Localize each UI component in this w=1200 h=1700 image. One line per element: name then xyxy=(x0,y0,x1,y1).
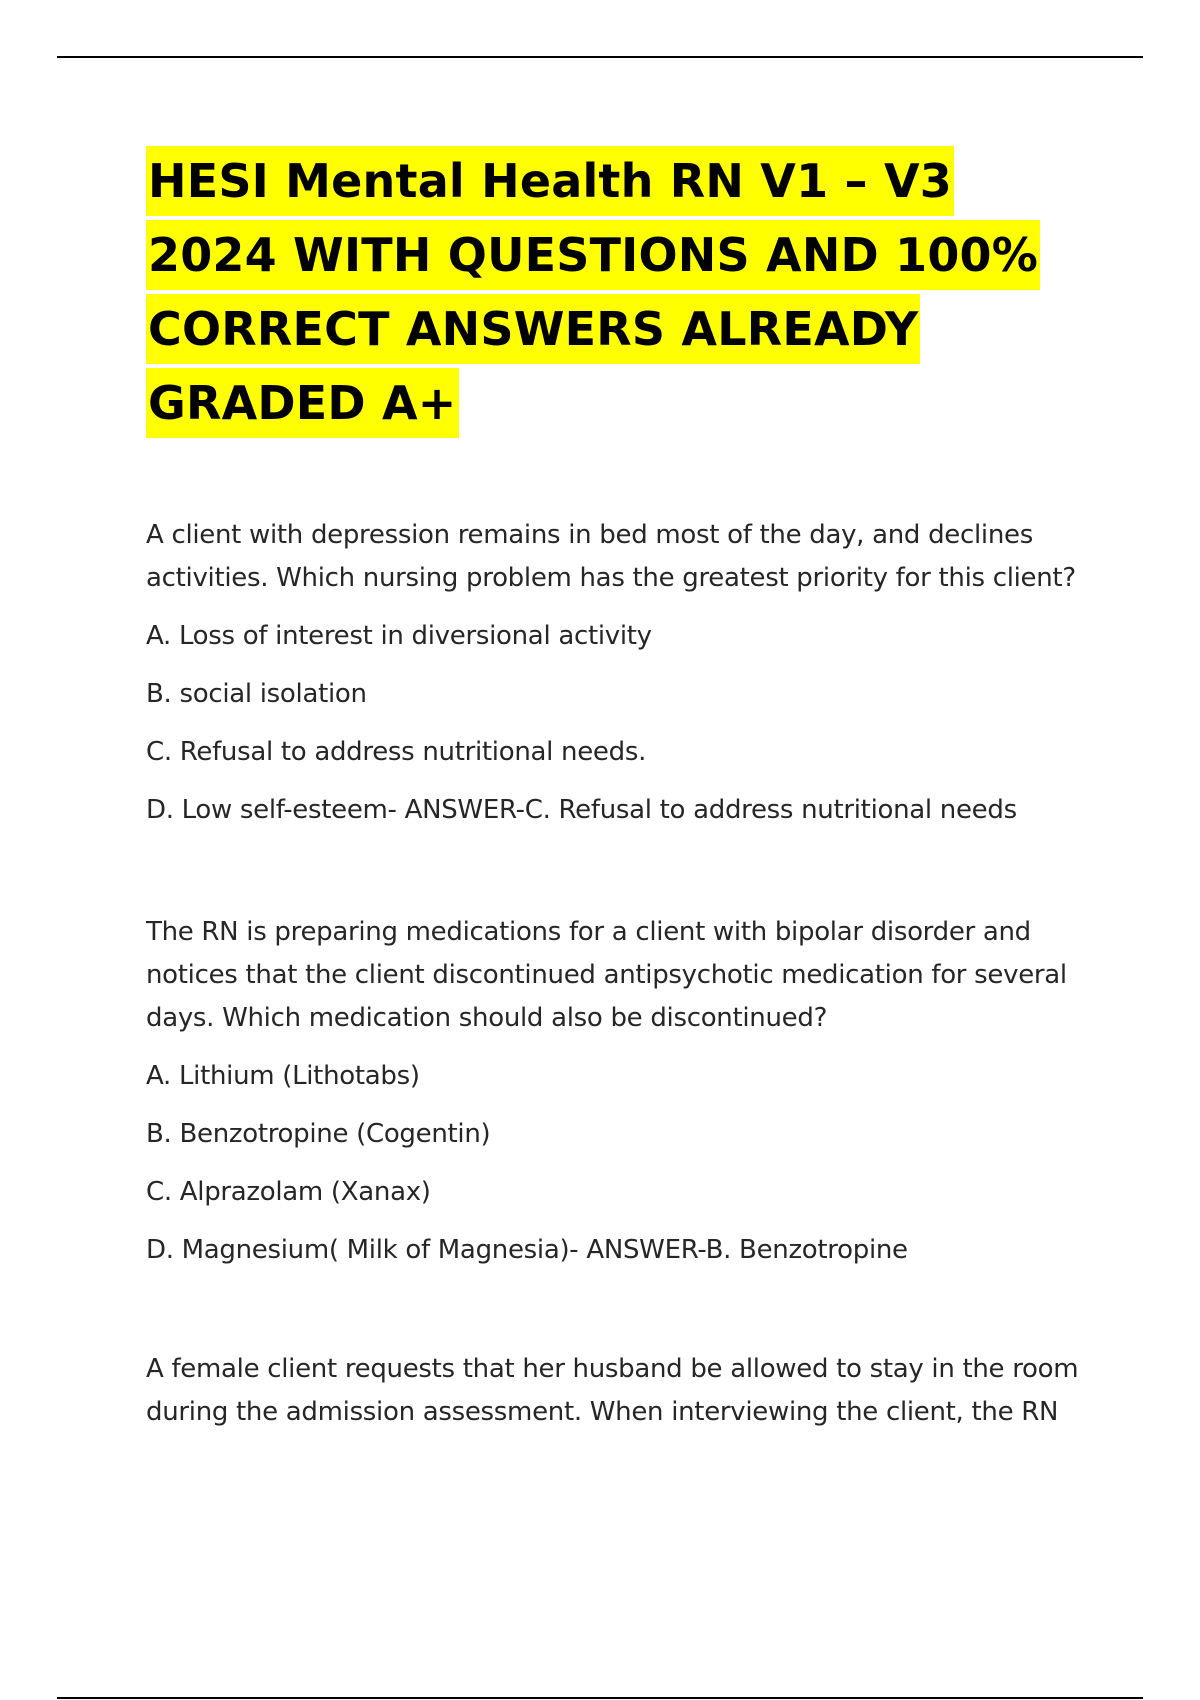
title-line: CORRECT ANSWERS ALREADY xyxy=(146,294,1106,368)
title-line: GRADED A+ xyxy=(146,368,1106,442)
question-text: The RN is preparing medications for a client with bipolar disorder and notices that the client discontinued antipsychotic medication for several days. Which medication should also be discontinued? xyxy=(146,917,1067,1033)
title-line: 2024 WITH QUESTIONS AND 100% xyxy=(146,220,1106,294)
top-rule xyxy=(57,56,1143,58)
question-text: A client with depression remains in bed most of the day, and declines activities. Which nursing problem has the greatest priority for this client? xyxy=(146,520,1076,593)
document-title xyxy=(146,146,1106,442)
answer-option-a: A. Lithium (Lithotabs) xyxy=(146,1061,420,1091)
question-block-2 xyxy=(146,911,1106,1287)
bottom-rule xyxy=(57,1697,1143,1699)
question-text: A female client requests that her husband be allowed to stay in the room during the admission assessment. When interviewing the client, the RN xyxy=(146,1354,1079,1427)
question-block-3 xyxy=(146,1348,1106,1449)
answer-option-b: B. Benzotropine (Cogentin) xyxy=(146,1119,491,1149)
answer-option-c: C. Refusal to address nutritional needs. xyxy=(146,737,647,767)
answer-option-d: D. Low self-esteem- ANSWER-C. Refusal to address nutritional needs xyxy=(146,795,1017,825)
question-block-1 xyxy=(146,514,1106,847)
title-line: HESI Mental Health RN V1 – V3 xyxy=(146,146,1106,220)
answer-option-b: B. social isolation xyxy=(146,679,367,709)
answer-option-d: D. Magnesium( Milk of Magnesia)- ANSWER-B. Benzotropine xyxy=(146,1235,908,1265)
answer-option-c: C. Alprazolam (Xanax) xyxy=(146,1177,431,1207)
answer-option-a: A. Loss of interest in diversional activity xyxy=(146,621,652,651)
